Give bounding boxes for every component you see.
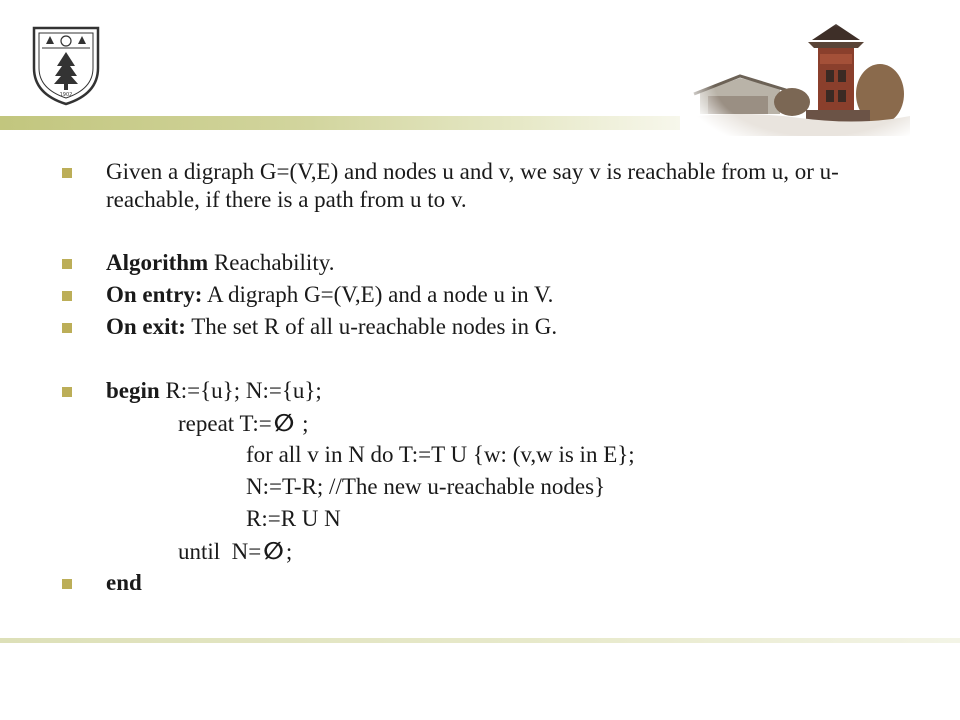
code-r-assign-line: R:=R U N	[246, 506, 341, 531]
until-tail: ;	[285, 539, 293, 564]
bullet-marker	[62, 259, 72, 269]
empty-set-symbol: ∅	[273, 409, 295, 437]
on-entry-text: A digraph G=(V,E) and a node u in V.	[202, 282, 554, 307]
university-logo	[30, 24, 102, 108]
bullet-marker	[62, 579, 72, 589]
bullet-marker	[62, 291, 72, 301]
bullet-marker	[62, 168, 72, 178]
intro-paragraph: Given a digraph G=(V,E) and nodes u and v, we say v is reachable from u, or u-reachable, if there is a path from u to v.	[106, 159, 839, 212]
empty-set-symbol: ∅	[263, 537, 284, 565]
code-end-line	[106, 569, 142, 597]
code-for-line: for all v in N do T:=T U {w: (v,w is in E};	[246, 442, 635, 467]
campus-tower-illustration	[680, 14, 910, 136]
bullet-marker	[62, 387, 72, 397]
code-n-assign-line: N:=T-R; //The new u-reachable nodes}	[246, 474, 606, 499]
on-entry-line	[106, 281, 553, 309]
on-entry-label: On entry:	[106, 282, 203, 307]
repeat-tail: ;	[296, 411, 309, 436]
end-keyword: end	[106, 570, 142, 595]
until-text: until N=	[178, 539, 262, 564]
algorithm-text: Reachability.	[208, 250, 335, 275]
university-seal-icon	[30, 24, 102, 108]
on-exit-label: On exit:	[106, 314, 186, 339]
repeat-text: repeat T:=	[178, 411, 272, 436]
code-until-line	[178, 537, 292, 566]
bullet-marker	[62, 323, 72, 333]
algorithm-label: Algorithm	[106, 250, 209, 275]
header-divider-band	[0, 116, 690, 130]
code-begin-line	[106, 377, 322, 405]
code-repeat-line	[178, 409, 308, 438]
campus-tower-image	[680, 14, 910, 136]
algorithm-line	[106, 249, 334, 277]
begin-text: R:={u}; N:={u};	[159, 378, 322, 403]
footer-divider-band	[0, 638, 960, 643]
begin-keyword: begin	[106, 378, 160, 403]
svg-text:1902: 1902	[59, 92, 73, 98]
on-exit-text: The set R of all u-reachable nodes in G.	[185, 314, 558, 339]
on-exit-line	[106, 313, 557, 341]
